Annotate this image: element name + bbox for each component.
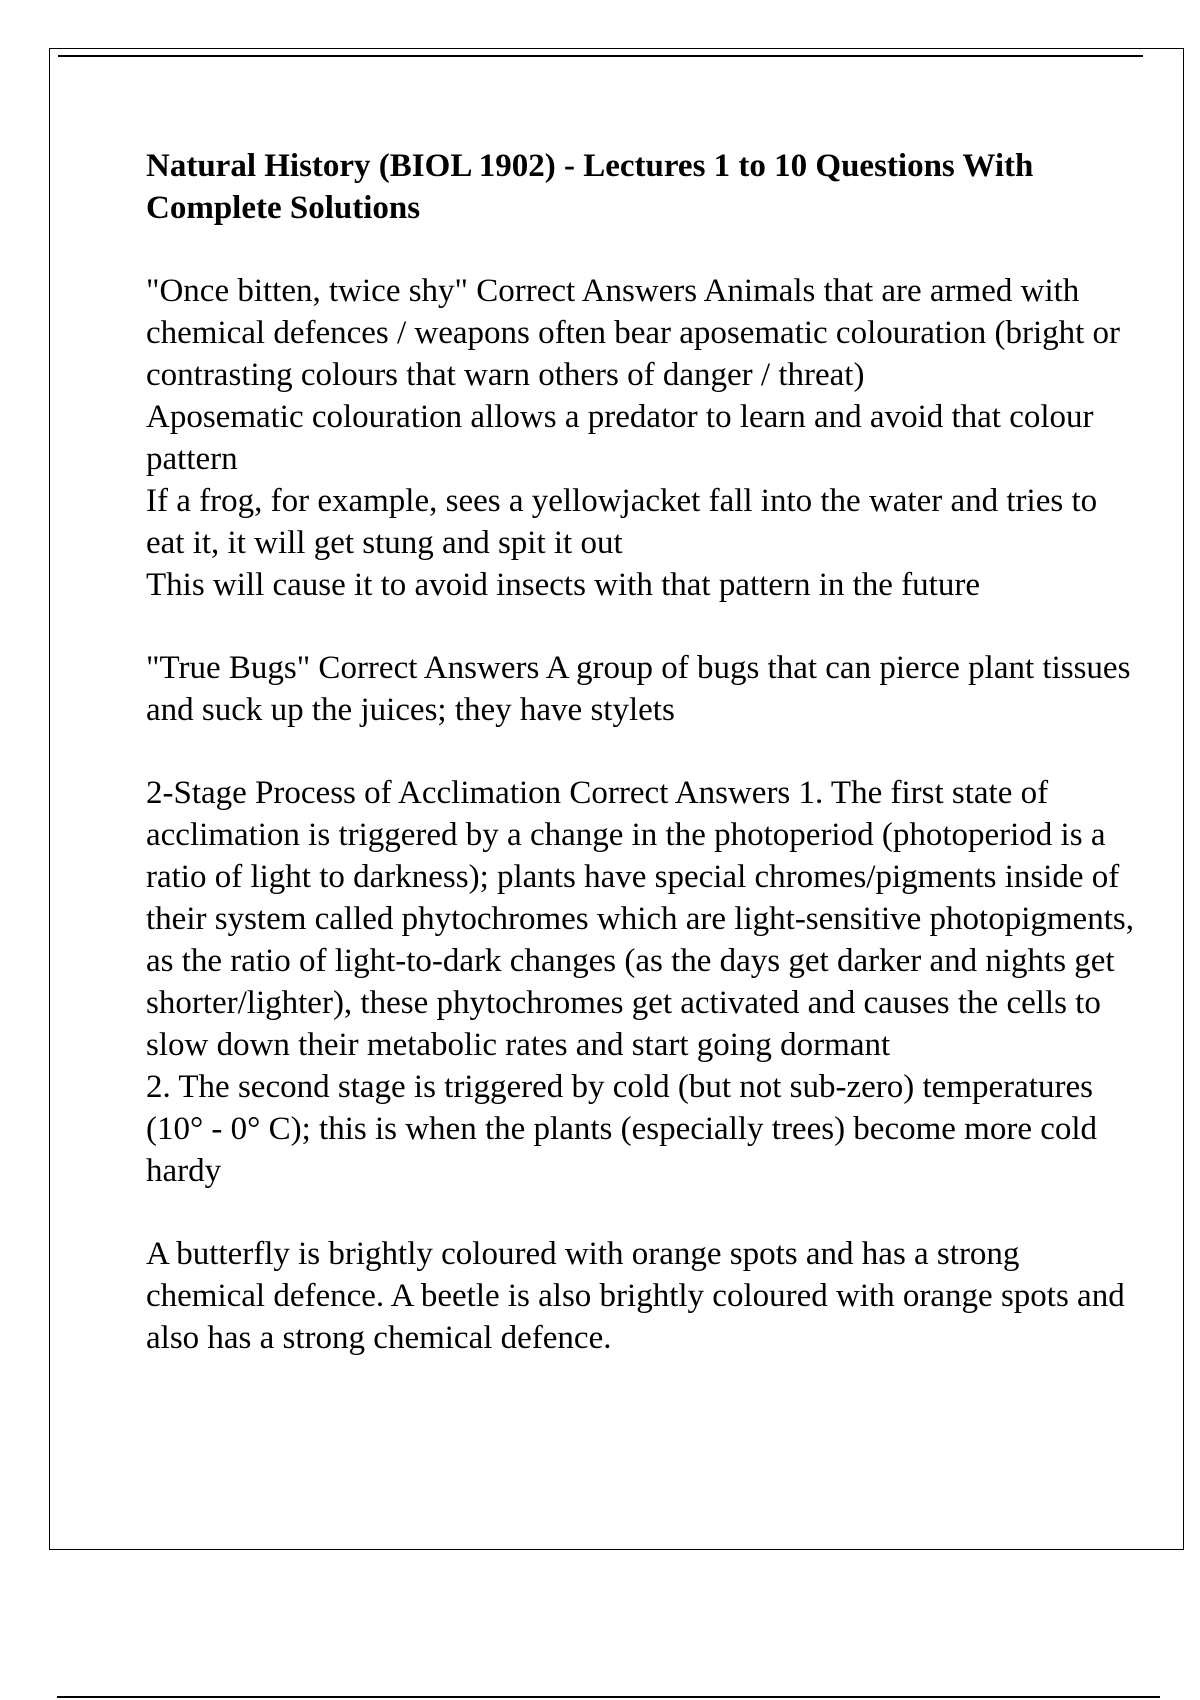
qa-line: "Once bitten, twice shy" Correct Answers Animals that are armed with chemical defences / weapons often bear aposematic colouration (bright or contrasting colours that warn others of danger / threat) <box>146 273 1121 393</box>
document-body <box>146 145 1136 1400</box>
qa-line: "True Bugs" Correct Answers A group of bugs that can pierce plant tissues and suck up the juices; they have stylets <box>146 650 1131 728</box>
qa-line: 2. The second stage is triggered by cold (but not sub-zero) temperatures (10° - 0° C); this is when the plants (especially trees) become more cold hardy <box>146 1069 1098 1189</box>
qa-line: A butterfly is brightly coloured with orange spots and has a strong chemical defence. A beetle is also brightly coloured with orange spots and also has a strong chemical defence. <box>146 1236 1125 1356</box>
page-frame <box>49 48 1184 1550</box>
qa-line: If a frog, for example, sees a yellowjacket fall into the water and tries to eat it, it will get stung and spit it out <box>146 483 1098 561</box>
document-title: Natural History (BIOL 1902) - Lectures 1 to 10 Questions With Complete Solutions <box>146 148 1034 226</box>
qa-entry-true-bugs <box>146 647 1136 731</box>
top-rule <box>58 55 1143 57</box>
bottom-rule <box>57 1696 1160 1698</box>
qa-entry-acclimation <box>146 772 1136 1192</box>
qa-line: 2-Stage Process of Acclimation Correct Answers 1. The first state of acclimation is triggered by a change in the photoperiod (photoperiod is a ratio of light to darkness); plants have special chromes/pigments inside of their system called phytochromes which are light-sensitive photopigments, as the ratio of light-to-dark changes (as the days get darker and nights get shorter/lighter), these phytochromes get activated and causes the cells to slow down their metabolic rates and start going dormant <box>146 775 1134 1063</box>
qa-line: This will cause it to avoid insects with that pattern in the future <box>146 567 980 603</box>
qa-entry-butterfly <box>146 1233 1136 1359</box>
qa-entry-once-bitten <box>146 270 1136 606</box>
qa-line: Aposematic colouration allows a predator to learn and avoid that colour pattern <box>146 399 1094 477</box>
